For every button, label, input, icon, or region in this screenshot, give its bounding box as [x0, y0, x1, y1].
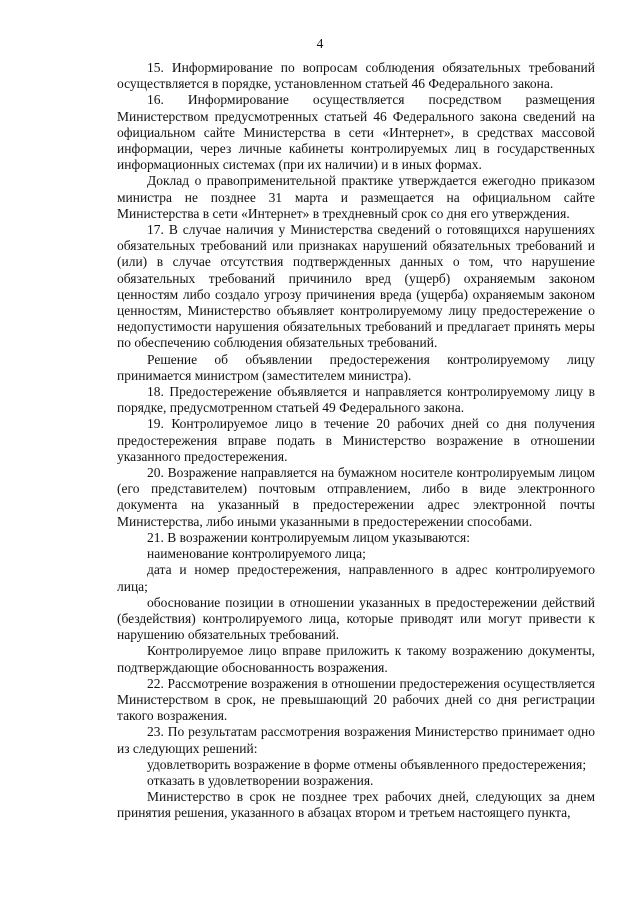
paragraph: обоснование позиции в отношении указанных в предостережении действий (бездействия) контролируемого лица, которые приводят или могут привести к нарушению обязательных требований.	[117, 594, 595, 643]
paragraph: Контролируемое лицо вправе приложить к такому возражению документы, подтверждающие обоснованность возражения.	[117, 643, 595, 675]
paragraph: 19. Контролируемое лицо в течение 20 рабочих дней со дня получения предостережения вправе подать в Министерство возражение в отношении указанного предостережения.	[117, 416, 595, 464]
paragraph: дата и номер предостережения, направленного в адрес контролируемого лица;	[117, 562, 595, 594]
paragraph: удовлетворить возражение в форме отмены объявленного предостережения;	[147, 756, 587, 772]
paragraph: 15. Информирование по вопросам соблюдения обязательных требований осуществляется в порядке, установленном статьей 46 Федерального закона.	[117, 60, 595, 92]
paragraph: 20. Возражение направляется на бумажном носителе контролируемым лицом (его представителем) почтовым отправлением, либо в виде электронного документа на указанный в предостережении адрес электронной почты Министерства, либо иными указанными в предостережении способами.	[117, 465, 595, 529]
paragraph: отказать в удовлетворении возражения.	[147, 772, 374, 788]
paragraph: Доклад о правоприменительной практике утверждается ежегодно приказом министра не позднее 31 марта и размещается на официальном сайте Министерства в сети «Интернет» в трехдневный срок со дня его утверждения.	[117, 173, 595, 221]
paragraph: 16. Информирование осуществляется посредством размещения Министерством предусмотренных статьей 46 Федерального закона сведений на официальном сайте Министерства в сети «Интернет», в средствах массовой информации, через личные кабинеты контролируемых лиц в государственных информационных системах (при их наличии) и в иных формах.	[117, 92, 595, 173]
page-number: 4	[316, 36, 324, 51]
paragraph: 17. В случае наличия у Министерства сведений о готовящихся нарушениях обязательных требований или признаках нарушений обязательных требований и (или) в случае отсутствия подтвержденных данных о том, что нарушение обязательных требований причинило вред (ущерб) охраняемым законом ценностям либо создало угрозу причинения вреда (ущерба) охраняемым законом ценностям, Министерство объявляет контролируемому лицу предостережение о недопустимости нарушения обязательных требований и предлагает принять меры по обеспечению соблюдения обязательных требований.	[117, 222, 595, 351]
paragraph: 23. По результатам рассмотрения возражения Министерство принимает одно из следующих решений:	[117, 724, 595, 756]
paragraph: наименование контролируемого лица;	[147, 546, 366, 562]
paragraph: Министерство в срок не позднее трех рабочих дней, следующих за днем принятия решения, указанного в абзацах втором и третьем настоящего пункта,	[117, 789, 595, 821]
paragraph: Решение об объявлении предостережения контролируемому лицу принимается министром (заместителем министра).	[117, 351, 595, 383]
document-body	[117, 60, 595, 822]
paragraph: 21. В возражении контролируемым лицом указываются:	[147, 529, 470, 545]
paragraph: 18. Предостережение объявляется и направляется контролируемому лицу в порядке, предусмотренном статьей 49 Федерального закона.	[117, 384, 595, 416]
paragraph: 22. Рассмотрение возражения в отношении предостережения осуществляется Министерством в срок, не превышающий 20 рабочих дней со дня регистрации такого возражения.	[117, 675, 595, 724]
